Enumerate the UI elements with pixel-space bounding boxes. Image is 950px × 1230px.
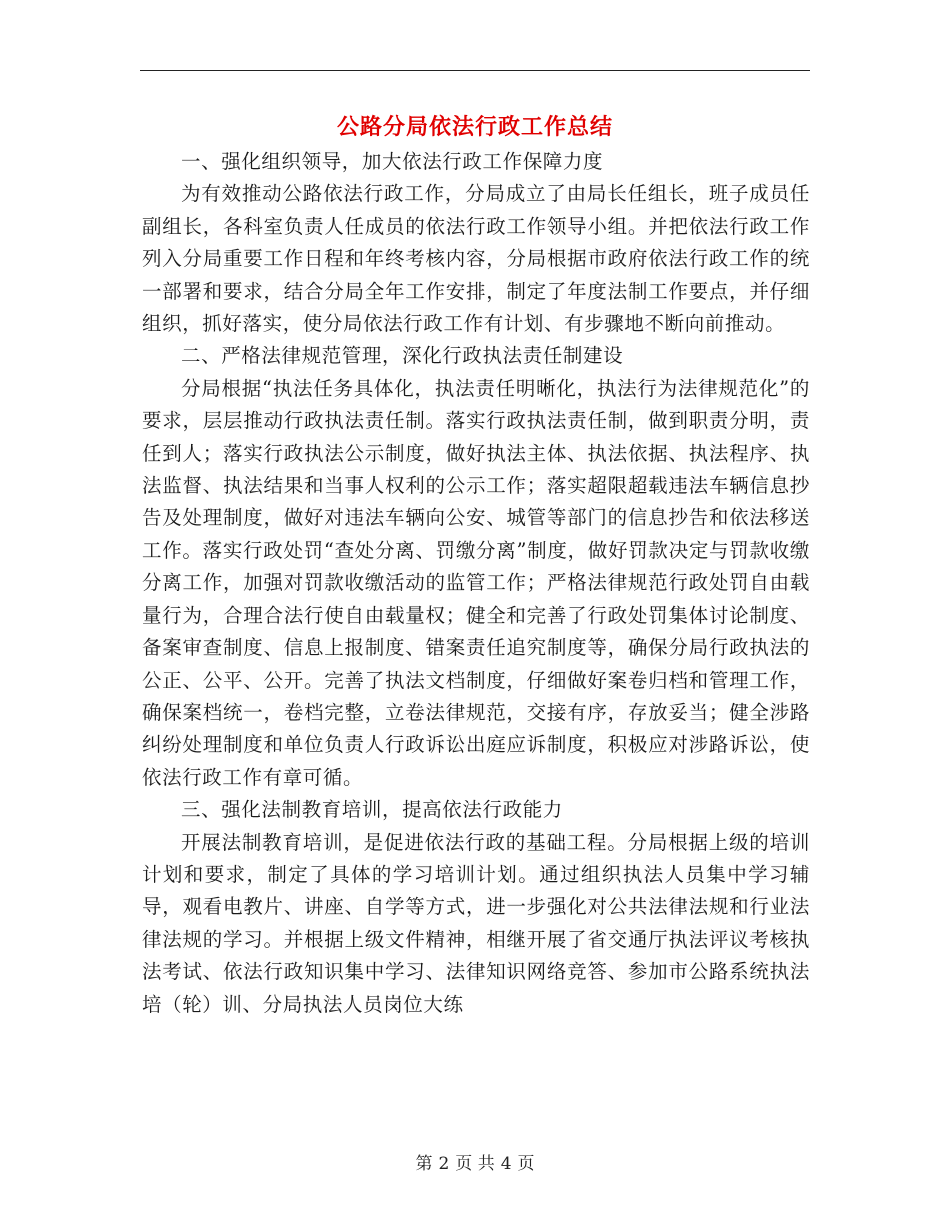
footer-prefix: 第 — [415, 1154, 433, 1174]
paragraph-3: 开展法制教育培训，是促进依法行政的基础工程。分局根据上级的培训计划和要求，制定了具体的学习培训计划。通过组织执法人员集中学习辅导，观看电教片、讲座、自学等方式，进一步强化对公共法律法规和行业法律法规的学习。并根据上级文件精神，相继开展了省交通厅执法评议考核执法考试、依法行政知识集中学习、法律知识网络竞答、参加市公路系统执法培（轮）训、分局执法人员岗位大练 — [142, 830, 810, 1016]
page-footer — [0, 1152, 950, 1176]
footer-middle: 页 共 — [455, 1154, 495, 1174]
document-title: 公路分局依法行政工作总结 — [336, 114, 613, 140]
footer-suffix: 页 — [517, 1154, 535, 1174]
document-body — [142, 146, 810, 1021]
paragraph-1: 为有效推动公路依法行政工作，分局成立了由局长任组长，班子成员任副组长，各科室负责人任成员的依法行政工作领导小组。并把依法行政工作列入分局重要工作日程和年终考核内容，分局根据市政府依法行政工作的统一部署和要求，结合分局全年工作安排，制定了年度法制工作要点，并仔细组织，抓好落实，使分局依法行政工作有计划、有步骤地不断向前推动。 — [142, 182, 810, 336]
footer-page-number: 2 — [438, 1154, 450, 1174]
footer-total-pages: 4 — [500, 1154, 512, 1174]
header-rule — [140, 70, 810, 71]
section-heading-3: 三、强化法制教育培训，提高依法行政能力 — [181, 798, 563, 822]
paragraph-2: 分局根据“执法任务具体化，执法责任明晰化，执法行为法律规范化”的要求，层层推动行政执法责任制。落实行政执法责任制，做到职责分明，责任到人；落实行政执法公示制度，做好执法主体、执法依据、执法程序、执法监督、执法结果和当事人权利的公示工作；落实超限超载违法车辆信息抄告及处理制度，做好对违法车辆向公安、城管等部门的信息抄告和依法移送工作。落实行政处罚“查处分离、罚缴分离”制度，做好罚款决定与罚款收缴分离工作，加强对罚款收缴活动的监管工作；严格法律规范行政处罚自由载量行为，合理合法行使自由载量权；健全和完善了行政处罚集体讨论制度、备案审查制度、信息上报制度、错案责任追究制度等，确保分局行政执法的公正、公平、公开。完善了执法文档制度，仔细做好案卷归档和管理工作，确保案档统一，卷档完整，立卷法律规范，交接有序，存放妥当；健全涉路纠纷处理制度和单位负责人行政诉讼出庭应诉制度，积极应对涉路诉讼，使依法行政工作有章可循。 — [142, 376, 810, 789]
section-heading-2: 二、严格法律规范管理，深化行政执法责任制建设 — [181, 344, 624, 368]
section-heading-1: 一、强化组织领导，加大依法行政工作保障力度 — [181, 150, 604, 173]
